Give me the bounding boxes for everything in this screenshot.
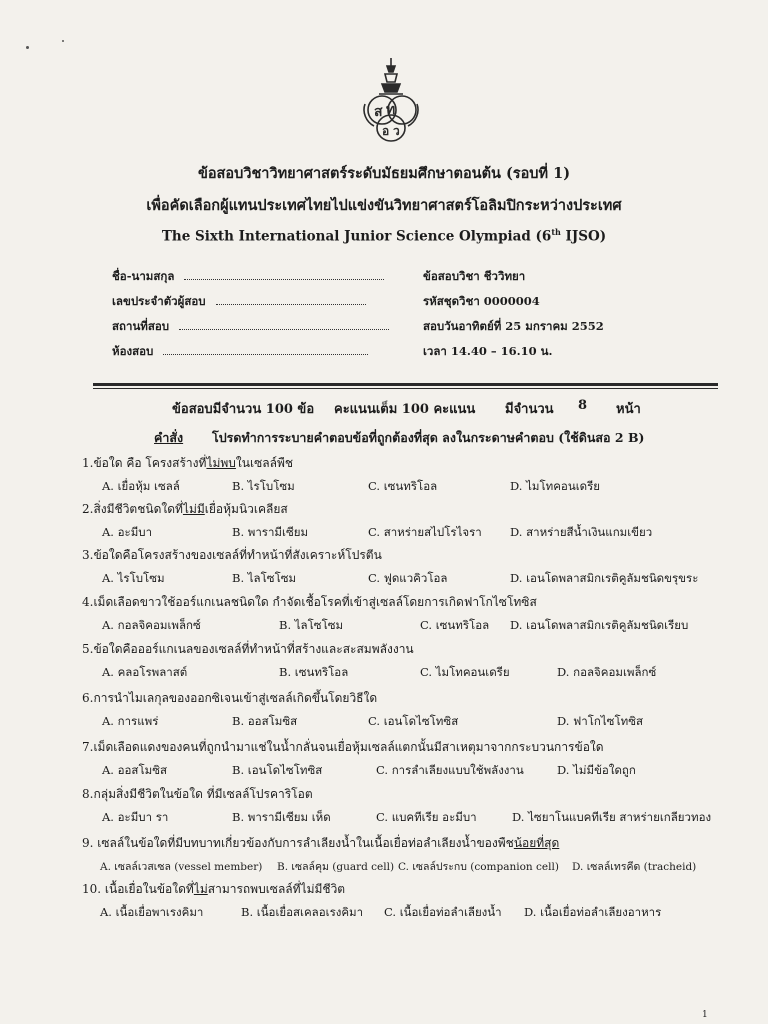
instruction-text: โปรดทำการระบายคำตอบข้อที่ถูกต้องที่สุด ลงในกระดาษคำตอบ (ใช้ดินสอ 2 B) [212, 430, 645, 445]
question-9 [82, 834, 559, 853]
question-text-tail: ในเซลล์พืช [235, 456, 293, 470]
id-field-row [112, 293, 366, 311]
time-info: เวลา 14.40 – 16.10 น. [423, 344, 553, 358]
question-3-option-b: B. ไลโซโซม [232, 571, 297, 585]
question-1-option-b: B. ไรโบโซม [232, 479, 295, 493]
question-1-option-c: C. เซนทริโอล [368, 479, 438, 493]
question-10-option-c: C. เนื้อเยื่อท่อลำเลียงน้ำ [384, 905, 502, 919]
room-label: ห้องสอบ [112, 344, 154, 358]
logo-letter-4: ว [393, 124, 400, 138]
question-5-option-d: D. กอลจิคอมเพล็กซ์ [557, 665, 657, 679]
place-blank [179, 329, 389, 330]
institution-logo [360, 56, 422, 146]
question-text: 9. เซลล์ในข้อใดที่มีบทบาทเกี่ยวข้องกับการลำเลียงน้ำในเนื้อเยื่อท่อลำเลียงน้ำของพืช [82, 836, 514, 850]
name-blank [184, 279, 384, 280]
question-7-option-b: B. เอนโดไซโทซิส [232, 763, 323, 777]
question-text: 4.เม็ดเลือดขาวใช้ออร์แกเนลชนิดใด กำจัดเชื้อโรคที่เข้าสู่เซลล์โดยการเกิดฟาโกไซโทซิส [82, 595, 537, 609]
question-text: 7.เม็ดเลือดแดงของคนที่ถูกนำมาแช่ในน้ำกลั่นจนเยื่อหุ้มเซลล์แตกนั้นมีสาเหตุมาจากกระบวนการข้อใด [82, 740, 604, 754]
instruction-label-text: คำสั่ง [154, 430, 184, 445]
scan-speck [26, 46, 29, 49]
question-8-option-d: D. ไซยาโนแบคทีเรีย สาหร่ายเกลียวทอง [512, 810, 712, 824]
question-5-option-c: C. ไมโทคอนเดรีย [420, 665, 510, 679]
question-emphasis: ไม่ [193, 882, 208, 896]
subject-info: ข้อสอบวิชา ชีววิทยา [423, 269, 526, 283]
question-3-option-c: C. ฟูดแวคิวโอล [368, 571, 448, 585]
question-text: 5.ข้อใดคือออร์แกเนลของเซลล์ที่ทำหน้าที่สร้างและสะสมพลังงาน [82, 642, 414, 656]
question-4-option-d: D. เอนโดพลาสมิกเรติคูลัมชนิดเรียบ [510, 618, 689, 632]
question-6-option-c: C. เอนโดไซโทซิส [368, 714, 459, 728]
id-label: เลขประจำตัวผู้สอบ [112, 294, 206, 308]
question-7 [82, 738, 604, 757]
question-10-option-d: D. เนื้อเยื่อท่อลำเลียงอาหาร [524, 905, 662, 919]
question-text-tail: สามารถพบเซลล์ที่ไม่มีชีวิต [207, 882, 346, 896]
question-7-option-d: D. ไม่มีข้อใดถูก [557, 763, 636, 777]
question-3-option-a: A. ไรโบโซม [102, 571, 165, 585]
question-text: 3.ข้อใดคือโครงสร้างของเซลล์ที่ทำหน้าที่สังเคราะห์โปรตีน [82, 548, 382, 562]
full-score: คะแนนเต็ม 100 คะแนน [334, 402, 476, 417]
question-2 [82, 500, 288, 519]
question-9-option-b: B. เซลล์คุม (guard cell) [277, 861, 395, 873]
question-2-option-b: B. พารามีเซียม [232, 525, 309, 539]
question-10-option-b: B. เนื้อเยื่อสเคลอเรงคิมา [241, 905, 364, 919]
question-3-option-d: D. เอนโดพลาสมิกเรติคูลัมชนิดขรุขระ [510, 571, 699, 585]
title3-post: IJSO) [560, 228, 607, 245]
logo-letter-3: อ [382, 124, 390, 138]
pages-unit: หน้า [616, 402, 641, 417]
pages-count: 8 [578, 398, 588, 413]
question-8 [82, 785, 313, 804]
question-10 [82, 880, 345, 899]
place-field-row [112, 318, 389, 336]
date-info: สอบวันอาทิตย์ที่ 25 มกราคม 2552 [423, 319, 604, 333]
question-8-option-b: B. พารามีเซียม เห็ด [232, 810, 331, 824]
question-text-tail: เยื่อหุ้มนิวเคลียส [204, 502, 288, 516]
question-6-option-b: B. ออสโมซิส [232, 714, 298, 728]
instruction-label [154, 428, 183, 448]
question-1-option-d: D. ไมโทคอนเดรีย [510, 479, 601, 493]
question-8-option-a: A. อะมีบา รา [102, 810, 169, 824]
question-7-option-a: A. ออสโมซิส [102, 763, 168, 777]
logo-letter-1: ส [374, 104, 383, 120]
divider-thick [93, 383, 718, 386]
question-1 [82, 454, 293, 473]
question-text: 2.สิ่งมีชีวิตชนิดใดที่ [82, 502, 183, 516]
question-4-option-b: B. ไลโซโซม [279, 618, 344, 632]
question-text: 6.การนำไมเลกุลของออกซิเจนเข้าสู่เซลล์เกิดขึ้นโดยวิธีใด [82, 691, 378, 705]
exam-title-line-1: ข้อสอบวิชาวิทยาศาสตร์ระดับมัธยมศึกษาตอนต้น (รอบที่ 1) [197, 165, 571, 182]
question-4-option-c: C. เซนทริโอล [420, 618, 490, 632]
room-blank [163, 354, 368, 355]
question-emphasis: ไม่มี [182, 502, 205, 516]
logo-letter-2: ท [386, 102, 396, 118]
question-2-option-d: D. สาหร่ายสีน้ำเงินแกมเขียว [510, 525, 653, 539]
question-5-option-a: A. คลอโรพลาสต์ [102, 665, 188, 679]
question-2-option-a: A. อะมีบา [102, 525, 153, 539]
question-5 [82, 640, 414, 659]
room-field-row [112, 343, 368, 361]
question-1-option-a: A. เยื่อหุ้ม เซลล์ [102, 479, 180, 493]
page-number: 1 [702, 1010, 708, 1020]
name-label: ชื่อ-นามสกุล [112, 269, 175, 283]
question-9-option-d: D. เซลล์เทรคีด (tracheid) [572, 861, 697, 873]
question-5-option-b: B. เซนทริโอล [279, 665, 349, 679]
exam-title-line-3 [0, 227, 768, 245]
code-info: รหัสชุดวิชา 0000004 [423, 294, 540, 308]
question-4 [82, 593, 537, 612]
question-emphasis: น้อยที่สุด [513, 836, 560, 850]
question-6-option-d: D. ฟาโกไซโทซิส [557, 714, 644, 728]
pages-label: มีจำนวน [505, 402, 554, 417]
question-10-option-a: A. เนื้อเยื่อพาเรงคิมา [100, 905, 204, 919]
title3-pre: The Sixth International Junior Science Olympiad (6 [161, 228, 552, 245]
question-count: ข้อสอบมีจำนวน 100 ข้อ [172, 402, 315, 417]
question-emphasis: ไม่พบ [206, 456, 236, 470]
question-4-option-a: A. กอลจิคอมเพล็กซ์ [102, 618, 201, 632]
name-field-row [112, 268, 384, 286]
question-9-option-c: C. เซลล์ประกบ (companion cell) [398, 861, 559, 873]
question-6-option-a: A. การแพร่ [102, 714, 159, 728]
divider-thin [93, 388, 718, 389]
question-text: 10. เนื้อเยื่อในข้อใดที่ [82, 882, 194, 896]
place-label: สถานที่สอบ [112, 319, 170, 333]
question-8-option-c: C. แบคทีเรีย อะมีบา [376, 810, 477, 824]
question-6 [82, 689, 377, 708]
question-text: 8.กลุ่มสิ่งมีชีวิตในข้อใด ที่มีเซลล์โปรคาริโอต [82, 787, 313, 801]
exam-title-line-2: เพื่อคัดเลือกผู้แทนประเทศไทยไปแข่งขันวิทยาศาสตร์โอลิมปิกระหว่างประเทศ [146, 197, 622, 214]
question-7-option-c: C. การลำเลียงแบบใช้พลังงาน [376, 763, 524, 777]
question-9-option-a: A. เซลล์เวสเซล (vessel member) [100, 861, 263, 873]
question-2-option-c: C. สาหร่ายสไปโรไจรา [368, 525, 482, 539]
title3-sup: th [551, 227, 561, 237]
question-3 [82, 546, 382, 565]
id-blank [216, 304, 366, 305]
scan-speck [62, 40, 64, 42]
question-text: 1.ข้อใด คือ โครงสร้างที่ [82, 456, 207, 470]
